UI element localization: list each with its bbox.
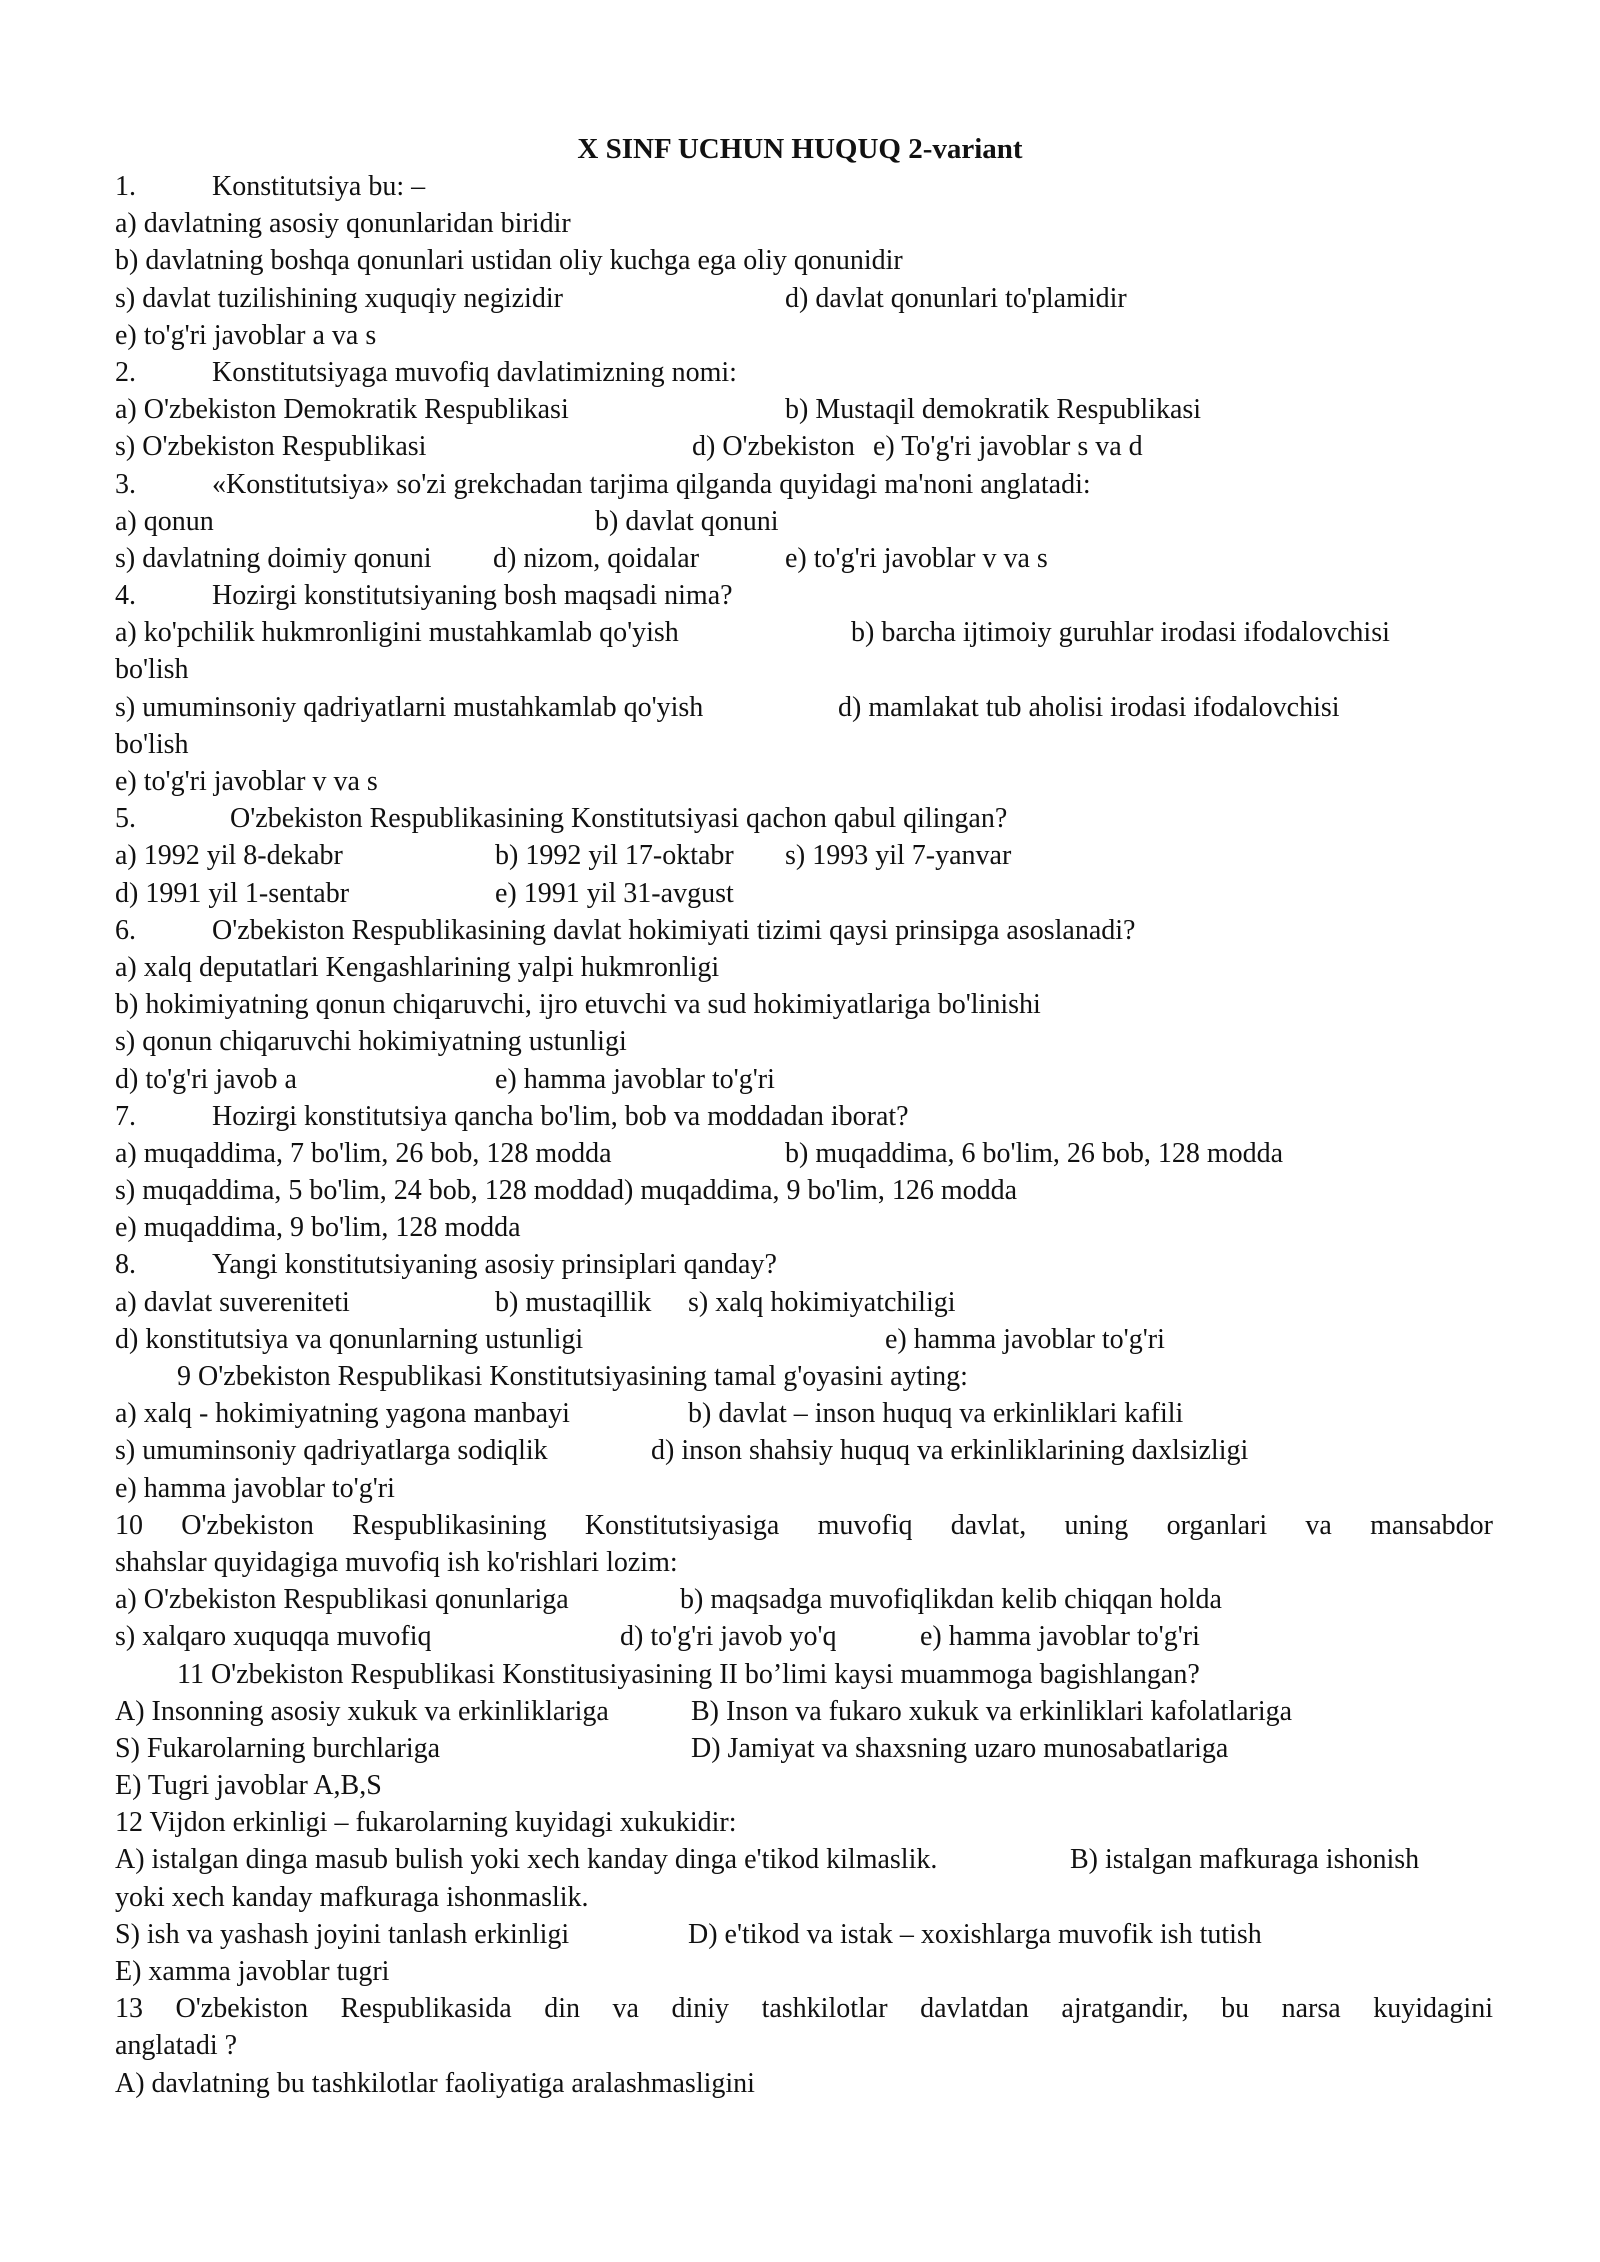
text-segment: b) barcha ijtimoiy guruhlar irodasi ifodalovchisi: [851, 617, 1390, 649]
text-line: [115, 1879, 1493, 1916]
text-segment: s) davlatning doimiy qonuni: [115, 542, 432, 574]
text-segment: 10 O'zbekiston Respublikasining Konstitutsiyasiga muvofiq davlat, uning organlari va mansabdor: [115, 1509, 1493, 1541]
text-segment: b) mustaqillik: [495, 1286, 652, 1318]
text-line: [115, 1656, 1493, 1693]
text-segment: a) ko'pchilik hukmronligini mustahkamlab qo'yish: [115, 617, 679, 649]
text-segment: B) Inson va fukaro xukuk va erkinliklari kafolatlariga: [691, 1695, 1293, 1727]
text-line: [115, 614, 1493, 651]
text-segment: a) qonun: [115, 505, 214, 537]
text-line: [115, 1470, 1493, 1507]
text-line: [115, 1395, 1493, 1432]
text-segment: 8.: [115, 1249, 136, 1281]
text-segment: b) davlat – inson huquq va erkinliklari kafili: [688, 1398, 1184, 1430]
text-segment: bo'lish: [115, 654, 189, 686]
text-segment: O'zbekiston Respublikasining Konstitutsiyasi qachon qabul qilingan?: [230, 803, 1008, 835]
text-line: [115, 1023, 1493, 1060]
text-segment: yoki xech kanday mafkuraga ishonmaslik.: [115, 1881, 589, 1913]
text-segment: e) hamma javoblar to'g'ri: [115, 1472, 395, 1504]
text-line: [115, 726, 1493, 763]
text-segment: A) davlatning bu tashkilotlar faoliyatiga aralashmasligini: [115, 2067, 755, 2099]
text-segment: A) Insonning asosiy xukuk va erkinliklariga: [115, 1695, 609, 1727]
text-segment: b) maqsadga muvofiqlikdan kelib chiqqan holda: [680, 1584, 1222, 1616]
text-segment: bo'lish: [115, 728, 189, 760]
text-line: [115, 280, 1493, 317]
text-segment: O'zbekiston Respublikasining davlat hokimiyati tizimi qaysi prinsipga asoslanadi?: [212, 914, 1136, 946]
text-segment: d) to'g'ri javob a: [115, 1063, 297, 1095]
text-line: [115, 1209, 1493, 1246]
text-segment: E) Tugri javoblar A,B,S: [115, 1770, 382, 1802]
text-segment: e) to'g'ri javoblar a va s: [115, 319, 377, 351]
text-segment: e) hamma javoblar to'g'ri: [885, 1323, 1165, 1355]
text-segment: a) xalq deputatlari Kengashlarining yalpi hukmronligi: [115, 951, 720, 983]
text-line: [115, 800, 1493, 837]
text-line: [115, 949, 1493, 986]
text-segment: b) muqaddima, 6 bo'lim, 26 bob, 128 modda: [785, 1137, 1284, 1169]
text-segment: s) O'zbekiston Respublikasi: [115, 431, 427, 463]
text-segment: A) istalgan dinga masub bulish yoki xech kanday dinga e'tikod kilmaslik.: [115, 1844, 938, 1876]
text-segment: 4.: [115, 580, 136, 612]
text-line: [115, 1804, 1493, 1841]
text-segment: 5.: [115, 803, 136, 835]
text-segment: 13 O'zbekiston Respublikasida din va diniy tashkilotlar davlatdan ajratgandir, bu narsa kuyidagini: [115, 1993, 1493, 2025]
text-segment: e) 1991 yil 31-avgust: [495, 877, 734, 909]
text-line: [115, 1507, 1493, 1544]
text-segment: e) to'g'ri javoblar v va s: [115, 766, 378, 797]
text-segment: s) xalqaro xuquqqa muvofiq: [115, 1621, 432, 1653]
text-segment: s) davlat tuzilishining xuquqiy negizidir: [115, 282, 563, 314]
text-segment: a) muqaddima, 7 bo'lim, 26 bob, 128 modda: [115, 1137, 612, 1169]
text-segment: d) konstitutsiya va qonunlarning ustunligi: [115, 1323, 584, 1355]
text-line: [115, 168, 1493, 205]
text-line: [115, 428, 1493, 465]
text-segment: s) umuminsoniy qadriyatlarni mustahkamlab qo'yish: [115, 691, 704, 723]
text-line: [115, 1284, 1493, 1321]
text-line: [115, 2065, 1493, 2102]
text-segment: d) nizom, qoidalar: [493, 542, 700, 574]
text-segment: D) e'tikod va istak – xoxishlarga muvofik ish tutish: [688, 1918, 1262, 1950]
text-segment: b) Mustaqil demokratik Respublikasi: [785, 394, 1202, 426]
text-segment: s) 1993 yil 7-yanvar: [785, 840, 1012, 872]
text-line: [115, 1098, 1493, 1135]
text-segment: a) davlatning asosiy qonunlaridan biridir: [115, 208, 571, 240]
text-segment: b) davlatning boshqa qonunlari ustidan oliy kuchga ega oliy qonunidir: [115, 245, 903, 277]
text-segment: s) qonun chiqaruvchi hokimiyatning ustunligi: [115, 1026, 627, 1058]
text-line: [115, 1172, 1493, 1209]
text-segment: e) To'g'ri javoblar s va d: [873, 431, 1143, 463]
text-segment: a) O'zbekiston Respublikasi qonunlariga: [115, 1584, 569, 1616]
text-segment: e) to'g'ri javoblar v va s: [785, 542, 1048, 574]
text-line: [115, 651, 1493, 688]
text-segment: Konstitutsiya bu: –: [212, 171, 426, 202]
text-line: [115, 466, 1493, 503]
text-line: [115, 1730, 1493, 1767]
text-line: [115, 1693, 1493, 1730]
document-body: [115, 168, 1493, 2102]
text-line: [115, 689, 1493, 726]
text-segment: e) hamma javoblar to'g'ri: [495, 1063, 775, 1095]
text-segment: D) Jamiyat va shaxsning uzaro munosabatlariga: [691, 1732, 1229, 1764]
text-segment: s) xalq hokimiyatchiligi: [688, 1286, 956, 1318]
text-segment: 9 O'zbekiston Respublikasi Konstitutsiyasining tamal g'oyasini ayting:: [177, 1361, 968, 1392]
text-line: [115, 577, 1493, 614]
text-line: [115, 1767, 1493, 1804]
text-segment: Konstitutsiyaga muvofiq davlatimizning nomi:: [212, 356, 737, 388]
text-segment: anglatadi ?: [115, 2030, 238, 2062]
text-line: [115, 1544, 1493, 1581]
text-line: [115, 1246, 1493, 1283]
text-line: [115, 2027, 1493, 2064]
text-line: [115, 503, 1493, 540]
text-segment: 1.: [115, 171, 136, 202]
text-segment: d) davlat qonunlari to'plamidir: [785, 282, 1127, 314]
text-line: [115, 1953, 1493, 1990]
text-segment: 12 Vijdon erkinligi – fukarolarning kuyidagi xukukidir:: [115, 1807, 737, 1839]
text-segment: d) 1991 yil 1-sentabr: [115, 877, 350, 909]
text-segment: Hozirgi konstitutsiyaning bosh maqsadi nima?: [212, 580, 733, 612]
text-segment: e) muqaddima, 9 bo'lim, 128 modda: [115, 1212, 521, 1244]
text-line: [115, 540, 1493, 577]
text-segment: a) O'zbekiston Demokratik Respublikasi: [115, 394, 569, 426]
text-segment: a) xalq - hokimiyatning yagona manbayi: [115, 1398, 570, 1430]
text-line: [115, 391, 1493, 428]
text-line: [115, 317, 1493, 354]
text-line: [115, 354, 1493, 391]
document-title: X SINF UCHUN HUQUQ 2-variant: [577, 133, 1023, 165]
text-line: [115, 1581, 1493, 1618]
text-line: [115, 1990, 1493, 2027]
text-line: [115, 837, 1493, 874]
text-segment: B) istalgan mafkuraga ishonish: [1070, 1844, 1420, 1876]
text-segment: d) O'zbekiston: [692, 431, 855, 463]
text-line: [115, 242, 1493, 279]
text-line: [115, 1618, 1493, 1655]
text-segment: S) Fukarolarning burchlariga: [115, 1732, 441, 1764]
text-line: [115, 1916, 1493, 1953]
text-line: [115, 1432, 1493, 1469]
text-line: [115, 1841, 1493, 1878]
text-segment: b) 1992 yil 17-oktabr: [495, 840, 734, 872]
text-segment: Hozirgi konstitutsiya qancha bo'lim, bob va moddadan iborat?: [212, 1100, 909, 1132]
text-segment: Yangi konstitutsiyaning asosiy prinsiplari qanday?: [212, 1249, 777, 1281]
text-line: [115, 205, 1493, 242]
text-segment: b) davlat qonuni: [595, 505, 779, 537]
text-segment: a) 1992 yil 8-dekabr: [115, 840, 343, 872]
text-segment: a) davlat suvereniteti: [115, 1286, 350, 1318]
text-segment: s) umuminsoniy qadriyatlarga sodiqlik: [115, 1435, 548, 1467]
text-segment: S) ish va yashash joyini tanlash erkinligi: [115, 1918, 570, 1950]
text-line: [115, 986, 1493, 1023]
text-segment: 3.: [115, 468, 136, 500]
text-segment: 7.: [115, 1100, 136, 1132]
text-segment: 2.: [115, 356, 136, 388]
text-line: [115, 1358, 1493, 1395]
text-segment: E) xamma javoblar tugri: [115, 1956, 390, 1987]
text-line: [115, 1321, 1493, 1358]
text-line: [115, 875, 1493, 912]
text-segment: «Konstitutsiya» so'zi grekchadan tarjima qilganda quyidagi ma'noni anglatadi:: [212, 468, 1091, 500]
text-line: [115, 1135, 1493, 1172]
text-segment: b) hokimiyatning qonun chiqaruvchi, ijro etuvchi va sud hokimiyatlariga bo'linishi: [115, 989, 1041, 1021]
text-segment: d) mamlakat tub aholisi irodasi ifodalovchisi: [838, 691, 1340, 723]
text-segment: d) inson shahsiy huquq va erkinliklarining daxlsizligi: [651, 1435, 1249, 1467]
text-line: [115, 763, 1493, 800]
text-segment: shahslar quyidagiga muvofiq ish ko'rishlari lozim:: [115, 1546, 678, 1578]
text-line: [115, 1061, 1493, 1098]
text-segment: 6.: [115, 914, 136, 946]
text-line: [115, 912, 1493, 949]
text-segment: d) to'g'ri javob yo'q: [620, 1621, 837, 1653]
text-segment: e) hamma javoblar to'g'ri: [920, 1621, 1200, 1653]
text-segment: s) muqaddima, 5 bo'lim, 24 bob, 128 moddad) muqaddima, 9 bo'lim, 126 modda: [115, 1175, 1018, 1207]
text-segment: 11 O'zbekiston Respublikasi Konstitusiyasining II bo’limi kaysi muammoga bagishlangan?: [177, 1658, 1200, 1690]
